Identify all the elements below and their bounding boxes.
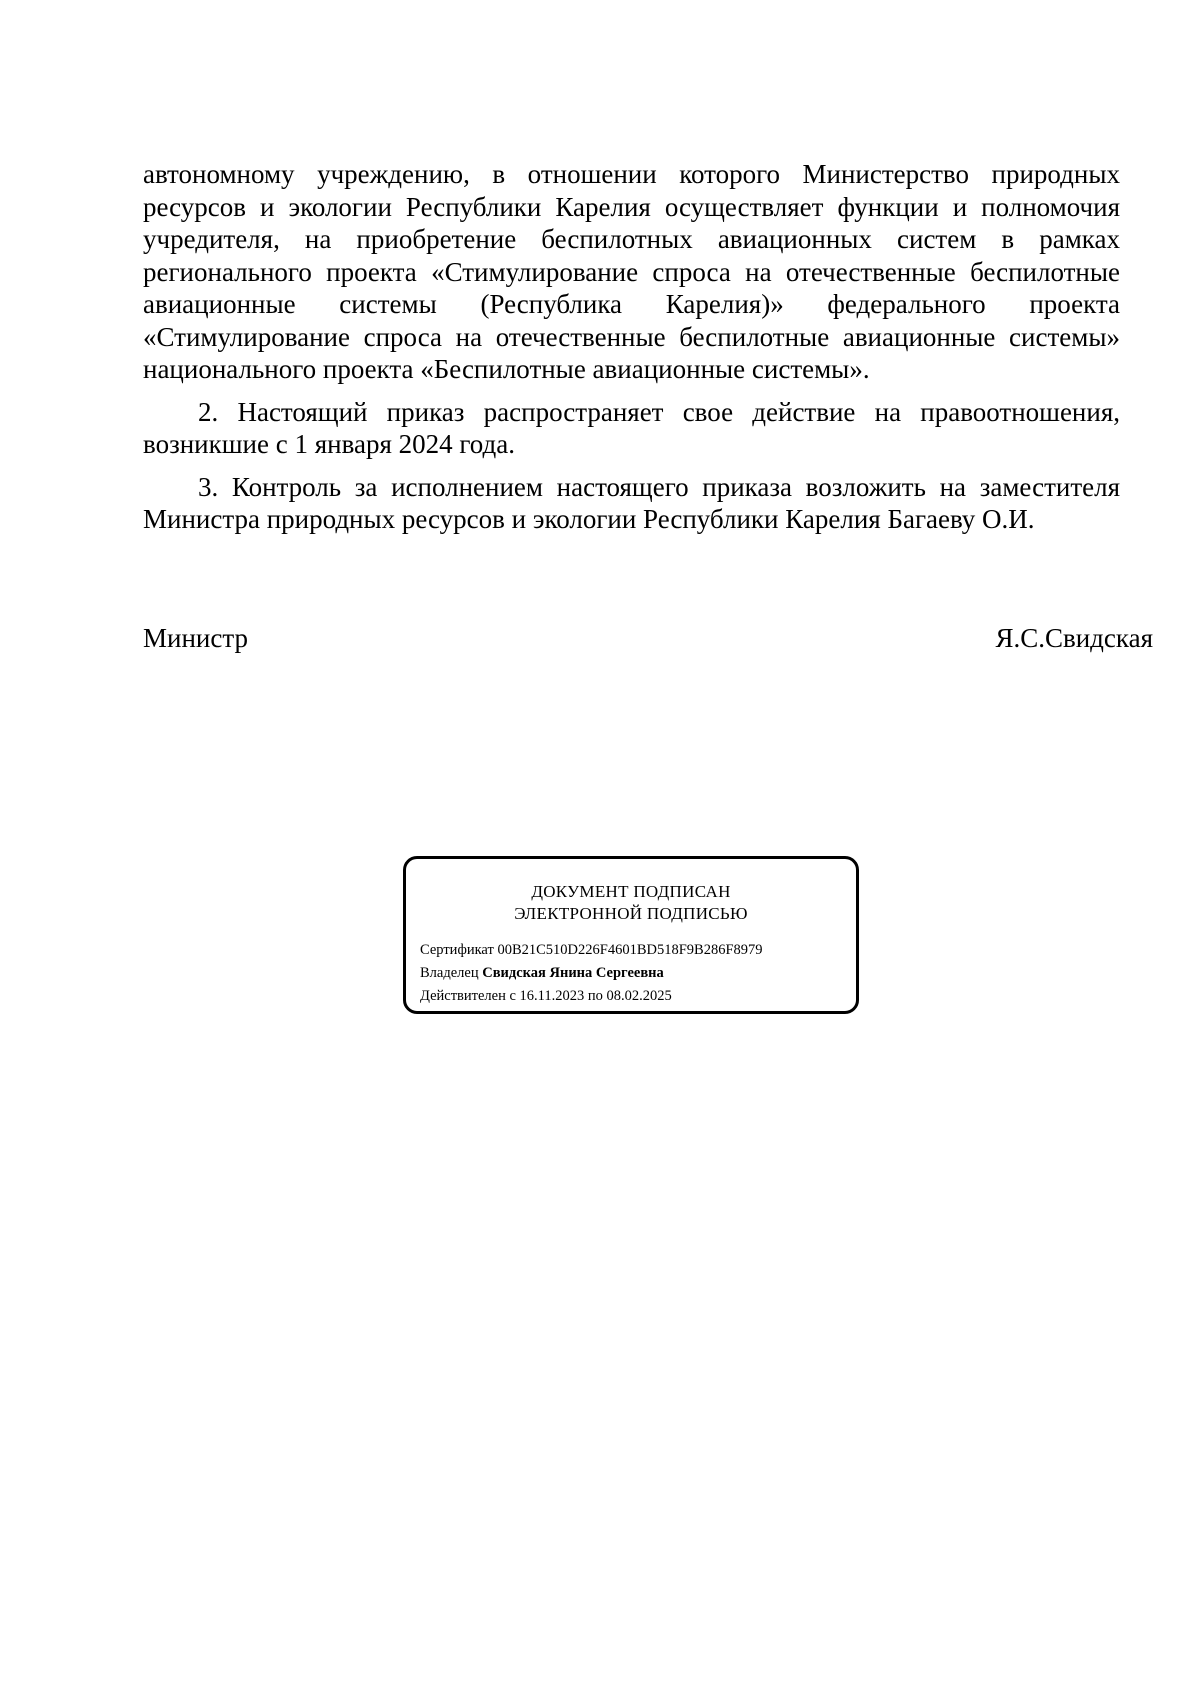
electronic-signature-stamp — [403, 856, 859, 1014]
paragraph-continuation: автономному учреждению, в отношении которого Министерство природных ресурсов и экологии Республики Карелия осуществляет функции и полномочия учредителя, на приобретение беспилотных авиационных систем в рамках регионального проекта «Стимулирование спроса на отечественные беспилотные авиационные системы (Республика Карелия)» федерального проекта «Стимулирование спроса на отечественные беспилотные авиационные системы» национального проекта «Беспилотные авиационные системы». — [143, 159, 1120, 384]
signatory-position: Министр — [143, 623, 248, 653]
valid-label: Действителен с — [420, 988, 516, 1004]
paragraph-item-2: 2. Настоящий приказ распространяет свое действие на правоотношения, возникшие с 1 января 2024 года. — [143, 396, 1120, 459]
owner-label: Владелец — [420, 965, 479, 981]
signature-block — [143, 622, 1153, 654]
valid-to-label: по — [587, 988, 603, 1004]
certificate-label: Сертификат — [420, 942, 494, 958]
valid-to: 08.02.2025 — [606, 988, 672, 1004]
stamp-title-line-2: ЭЛЕКТРОННОЙ ПОДПИСЬЮ — [514, 904, 748, 923]
document-body — [143, 158, 1120, 536]
stamp-title-line-1: ДОКУМЕНТ ПОДПИСАН — [531, 882, 731, 901]
paragraph-item-3: 3. Контроль за исполнением настоящего приказа возложить на заместителя Министра природных ресурсов и экологии Республики Карелия Багаеву О.И. — [143, 471, 1120, 534]
stamp-details — [420, 939, 763, 1008]
signatory-name: Я.С.Свидская — [995, 623, 1153, 653]
certificate-value: 00B21C510D226F4601BD518F9B286F8979 — [497, 942, 763, 958]
stamp-owner-line — [420, 962, 763, 985]
stamp-certificate-line — [420, 939, 763, 962]
stamp-validity-line — [420, 985, 763, 1008]
valid-from: 16.11.2023 — [519, 988, 585, 1004]
stamp-title — [406, 881, 856, 925]
owner-value: Свидская Янина Сергеевна — [482, 965, 664, 981]
